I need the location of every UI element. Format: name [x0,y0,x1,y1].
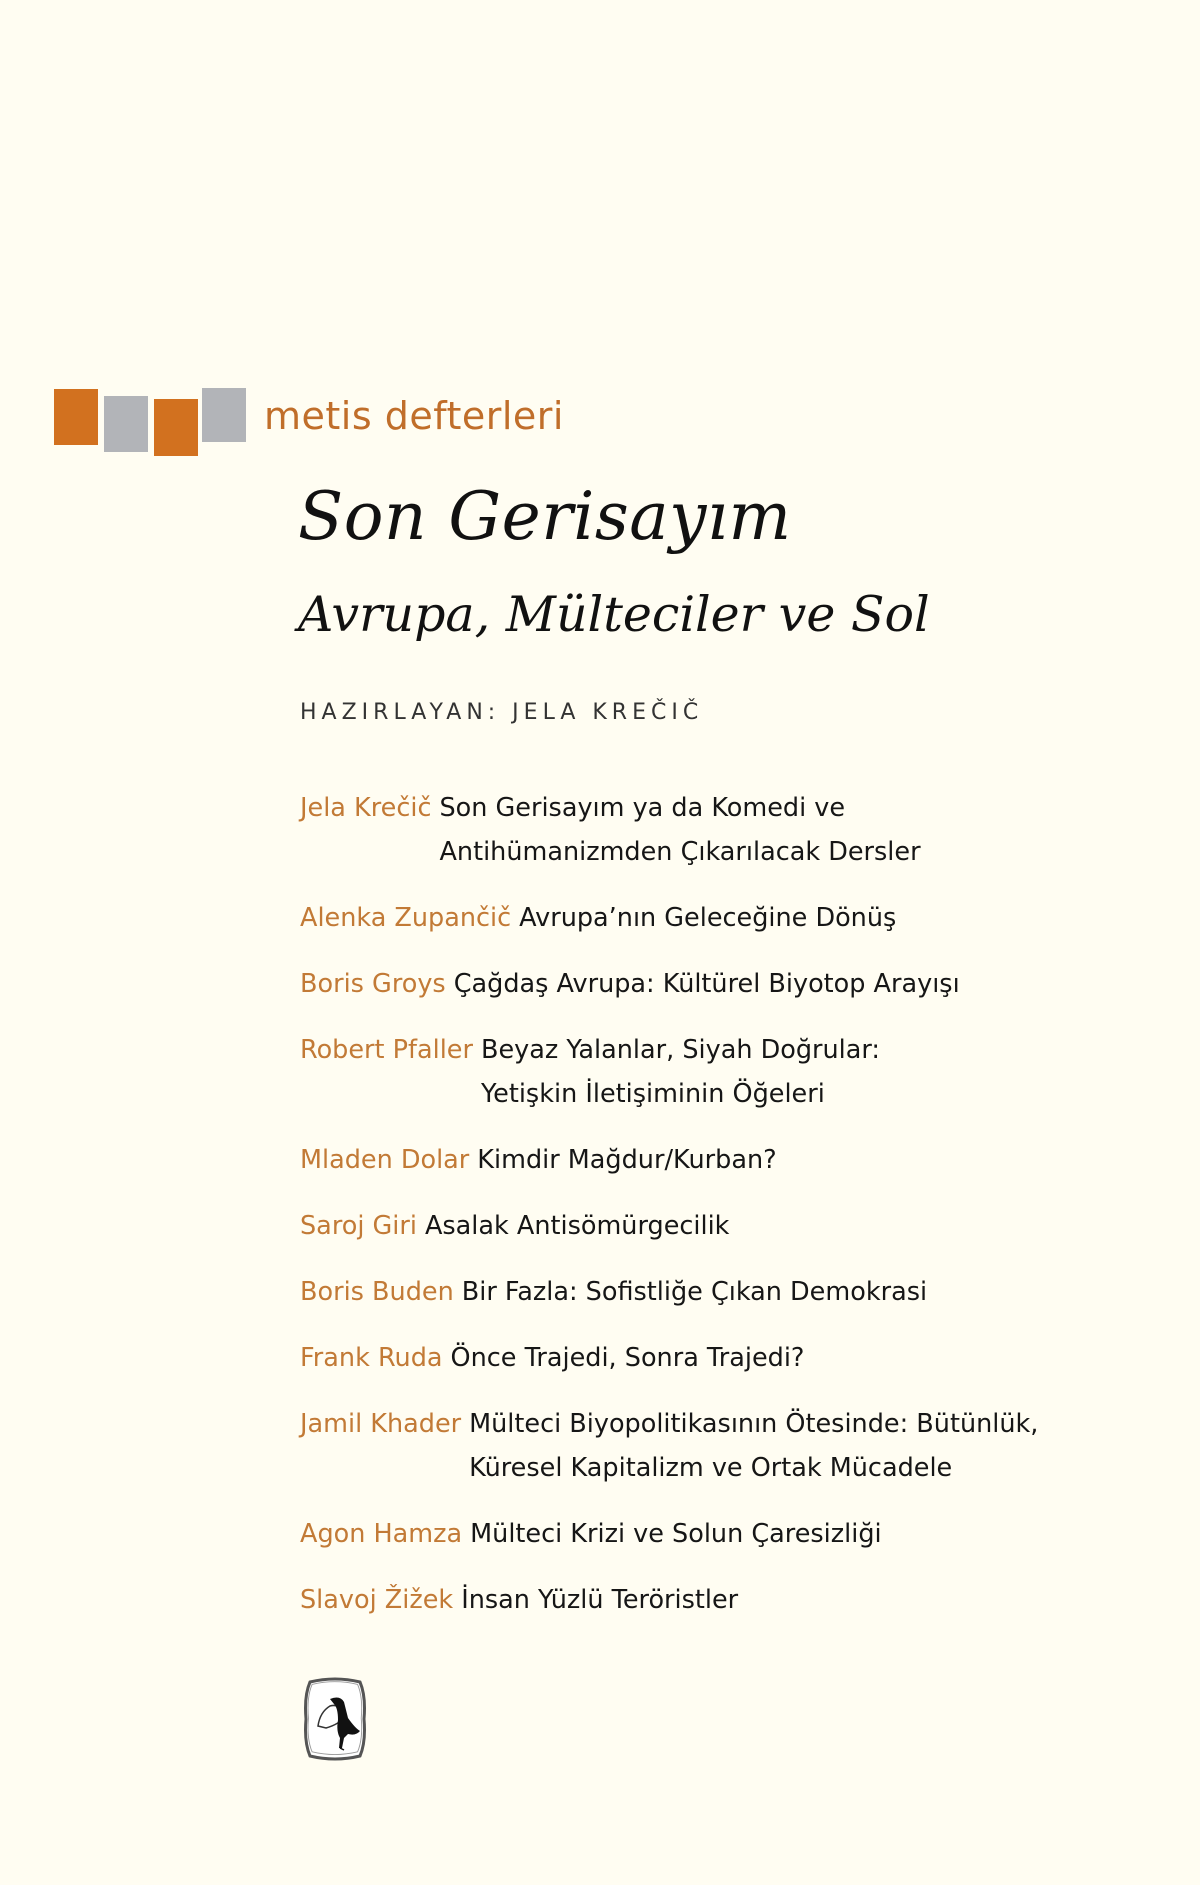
entry-author: Frank Ruda [300,1343,443,1373]
series-logo-squares [54,385,254,455]
entry-author: Boris Buden [300,1277,454,1307]
logo-square-gray-1 [104,396,148,452]
entry-author: Jela Krečič [300,793,432,823]
entry-title: Beyaz Yalanlar, Siyah Doğrular: Yetişkin İletişiminin Öğeleri [480,1035,880,1109]
logo-square-orange-1 [54,389,98,445]
contents-entry [300,1270,1160,1314]
entry-title: Çağdaş Avrupa: Kültürel Biyotop Arayışı [453,969,960,999]
contents-entry [300,962,1160,1006]
contents-entry [300,786,1160,874]
book-subtitle: Avrupa, Mülteciler ve Sol [298,586,930,643]
contents-entry [300,1204,1160,1248]
entry-author: Alenka Zupančič [300,903,512,933]
entry-author: Slavoj Žižek [300,1585,454,1615]
contents-entry [300,1578,1160,1622]
contents-entry [300,1336,1160,1380]
entry-title: Önce Trajedi, Sonra Trajedi? [450,1343,805,1373]
entry-author: Jamil Khader [300,1409,462,1439]
bird-emblem-icon [300,1676,370,1762]
contents-entry [300,1512,1160,1556]
entry-author: Robert Pfaller [300,1035,473,1065]
contents-entry [300,1028,1160,1116]
entry-title: İnsan Yüzlü Teröristler [461,1585,739,1615]
entry-title: Son Gerisayım ya da Komedi ve Antihümanizmden Çıkarılacak Dersler [439,793,921,867]
logo-square-gray-2 [202,388,246,442]
entry-title: Avrupa’nın Geleceğine Dönüş [519,903,897,933]
entry-title: Bir Fazla: Sofistliğe Çıkan Demokrasi [461,1277,928,1307]
entry-author: Agon Hamza [300,1519,463,1549]
contents-entry [300,896,1160,940]
logo-square-orange-2 [154,399,198,456]
entry-title: Mülteci Biyopolitikasının Ötesinde: Bütünlük, Küresel Kapitalizm ve Ortak Mücadele [469,1409,1039,1483]
entry-author: Mladen Dolar [300,1145,470,1175]
contents-list [300,786,1160,1644]
series-name: metis defterleri [264,394,564,438]
contents-entry [300,1402,1160,1490]
entry-title: Mülteci Krizi ve Solun Çaresizliği [470,1519,882,1549]
editor-credit: HAZIRLAYAN: JELA KREČIČ [300,700,704,725]
entry-author: Boris Groys [300,969,446,999]
entry-title: Asalak Antisömürgecilik [424,1211,730,1241]
book-title: Son Gerisayım [298,478,792,555]
contents-entry [300,1138,1160,1182]
entry-author: Saroj Giri [300,1211,417,1241]
entry-title: Kimdir Mağdur/Kurban? [477,1145,777,1175]
